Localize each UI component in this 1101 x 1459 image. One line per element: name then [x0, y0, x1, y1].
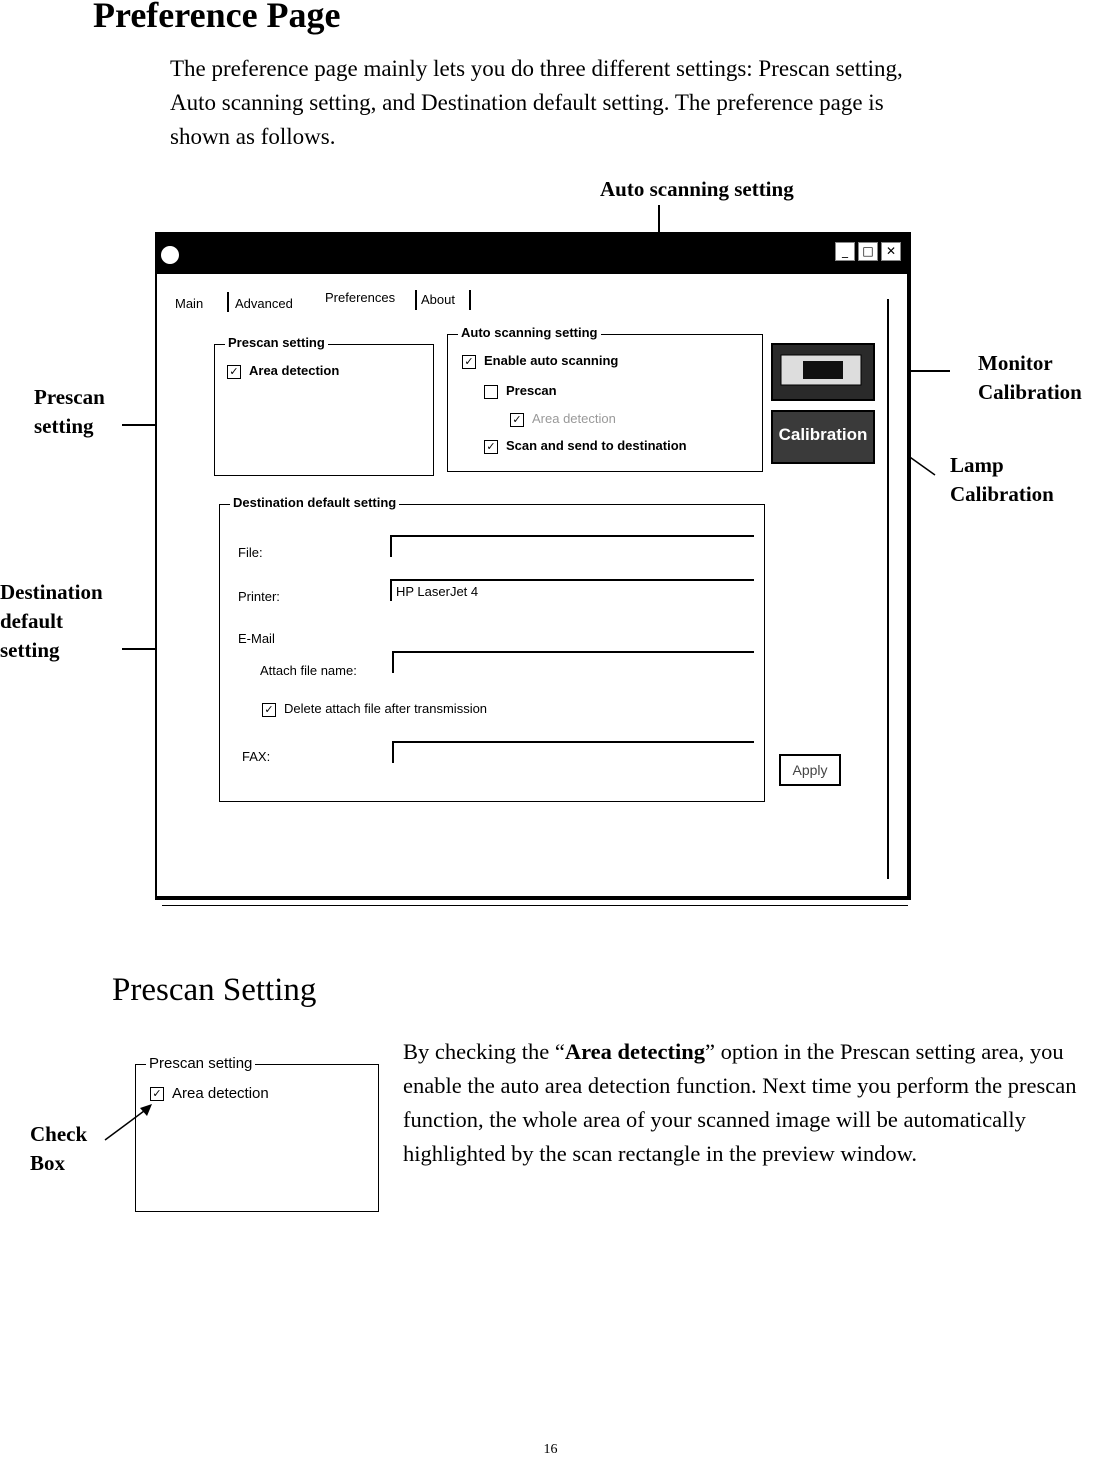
enable-auto-scanning-checkbox[interactable]: ✓: [462, 355, 476, 369]
tab-separator: [415, 290, 417, 310]
enable-auto-scanning-option[interactable]: ✓ Enable auto scanning: [462, 353, 618, 369]
monitor-calibration-button[interactable]: [771, 343, 875, 401]
apply-button[interactable]: Apply: [779, 754, 841, 786]
prescan-group-zoom: [135, 1055, 379, 1212]
file-label: File:: [238, 545, 263, 560]
tab-about[interactable]: About: [421, 292, 455, 307]
destination-group: [219, 495, 765, 802]
preferences-window: [155, 232, 911, 900]
prescan-group-title: Prescan setting: [225, 335, 328, 350]
page-number: 16: [543, 1442, 558, 1457]
auto-area-detection-option: ✓ Area detection: [510, 411, 616, 427]
callout-lamp: Lamp Calibration: [950, 453, 1054, 506]
delete-attach-checkbox[interactable]: ✓: [262, 703, 276, 717]
tab-preferences[interactable]: Preferences: [325, 290, 396, 305]
scan-send-option[interactable]: ✓ Scan and send to destination: [484, 438, 687, 454]
callout-prescan: Prescan setting: [34, 385, 105, 438]
fax-input[interactable]: [392, 741, 754, 763]
area-detection-option[interactable]: ✓ Area detection: [227, 363, 339, 379]
close-button[interactable]: ✕: [881, 242, 901, 261]
destination-group-title: Destination default setting: [230, 495, 399, 510]
prescan-description: By checking the “Area detecting” option in the Prescan setting area, you enable the auto area detection function. Next time you perform the prescan function, the whole area of your scanned image will be automatically highlighted by the scan rectangle in the preview window.: [403, 1039, 1077, 1166]
callout-monitor: Monitor Calibration: [978, 351, 1082, 404]
area-detection-zoom-option[interactable]: ✓ Area detection: [150, 1085, 269, 1102]
monitor-icon: [773, 345, 869, 395]
printer-input[interactable]: HP LaserJet 4: [390, 579, 754, 601]
tab-separator: [227, 292, 229, 312]
callout-check-box: Check Box: [30, 1122, 88, 1175]
prescan-group-zoom-title: Prescan setting: [146, 1055, 255, 1072]
window-scroll-edge: [887, 299, 889, 879]
app-icon: [161, 246, 179, 264]
window-shadow-line: [162, 905, 908, 906]
email-label: E-Mail: [238, 631, 275, 646]
lamp-calibration-button[interactable]: Calibration: [771, 410, 875, 464]
callout-arrow-check: [100, 1098, 160, 1148]
tab-separator: [469, 290, 471, 310]
scan-send-checkbox[interactable]: ✓: [484, 440, 498, 454]
title-bar: [157, 234, 907, 274]
page-heading: Preference Page: [93, 0, 341, 35]
prescan-group: [214, 335, 434, 476]
auto-scanning-group-title: Auto scanning setting: [458, 325, 601, 340]
delete-attach-option[interactable]: ✓ Delete attach file after transmission: [262, 701, 487, 717]
auto-prescan-checkbox[interactable]: [484, 385, 498, 399]
minimize-button[interactable]: _: [835, 242, 855, 261]
attach-file-label: Attach file name:: [260, 663, 357, 678]
section-heading: Prescan Setting: [112, 972, 317, 1008]
file-input[interactable]: [390, 535, 754, 557]
tab-main[interactable]: Main: [175, 296, 204, 311]
callout-destination: Destination default setting: [0, 580, 103, 662]
auto-prescan-option[interactable]: Prescan: [484, 383, 557, 399]
fax-label: FAX:: [242, 749, 271, 764]
callout-auto-scanning: Auto scanning setting: [600, 177, 794, 201]
tab-advanced[interactable]: Advanced: [235, 296, 293, 311]
maximize-button[interactable]: □: [858, 242, 878, 261]
auto-area-detection-checkbox: ✓: [510, 413, 524, 427]
printer-label: Printer:: [238, 589, 280, 604]
area-detection-checkbox[interactable]: ✓: [227, 365, 241, 379]
area-detection-zoom-checkbox[interactable]: ✓: [150, 1087, 164, 1101]
intro-paragraph: The preference page mainly lets you do three different settings: Prescan setting, Auto scanning setting, and Destination default setting. The preference page is shown as follows.: [170, 56, 903, 149]
attach-file-input[interactable]: [392, 651, 754, 673]
auto-scanning-group: [447, 325, 763, 472]
